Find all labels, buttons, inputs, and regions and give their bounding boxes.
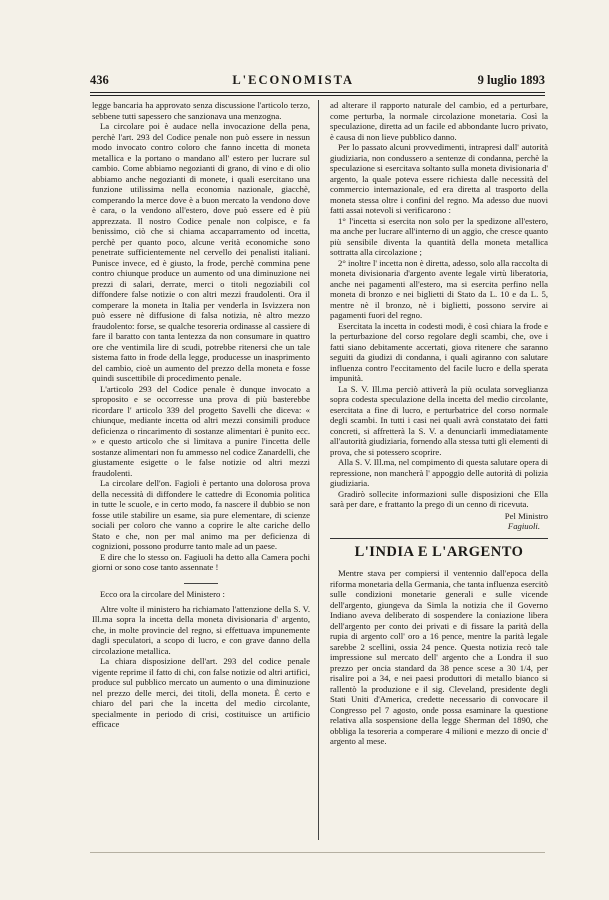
paragraph: legge bancaria ha approvato senza discussione l'articolo terzo, sebbene tutti sapessero che sanzionava una menzogna.	[92, 100, 310, 121]
page-header	[90, 70, 545, 90]
paragraph: 2° inoltre l' incetta non è diretta, adesso, solo alla raccolta di moneta divisionaria d'argento avente legale virtù liberatoria, anche nei pagamenti all'estero, ma si esercita perfino nella moneta di bronzo e nei biglietti di Stato da L. 10 e da L. 5, mentre nè il bronzo, nè i biglietti, possono servire ai pagamenti fuori del regno.	[330, 257, 548, 320]
page-number: 436	[90, 72, 109, 87]
paragraph: L'articolo 293 del Codice penale è dunque invocato a sproposito e se occorresse una prova di più basterebbe ricordare l' articolo 339 del progetto Savelli che diceva: « chiunque, mediante incetta od altri mezzi consimili produce deficienza o rincarimento di sostanze alimentari è punito ecc. » e questo articolo che si limitava a punire l'incetta delle sostanze alimentari non fu ammesso nel codice Zanardelli, che giustamente esigette o le false notizie od altri mezzi fraudolenti.	[92, 383, 310, 478]
paragraph: Ecco ora la circolare del Ministero :	[100, 589, 225, 600]
signature-block	[330, 511, 548, 532]
article-rule	[330, 538, 548, 539]
paragraph: La chiara disposizione dell'art. 293 del codice penale vigente reprime il fatto di chi, con false notizie od altri artifici, produce sul pubblico mercato un aumento o una diminuzione nel prezzo delle merci, dei titoli, della moneta. È certo e chiaro del pari che la incetta del medio circolante, specialmente in periodo di crisi, costituisce un artificio efficace	[92, 656, 310, 730]
paragraph: Per lo passato alcuni provvedimenti, intrapresi dall' autorità giudiziaria, non condussero a sentenze di condanna, perchè la speculazione si esercitava soltanto sulla moneta divisionaria d' argento, la quale poteva essere richiesta dalle necessità del commercio internazionale, ed era diretta al trasporto della moneta stessa oltre i confini del regno. Ma adesso due nuovi fatti assai notevoli si verificarono :	[330, 142, 548, 215]
signature-role: Pel Ministro	[504, 510, 548, 521]
paragraph: La circolare poi è audace nella invocazione della pena, perchè l'art. 293 del Codice penale non può essere in nessun modo invocato contro coloro che fanno incetta di moneta metallica e la portano o mandano all' estero per lucrare sul cambio. Come abbiamo negozianti di grano, di vino e di olio abbiamo anche negozianti di monete, i quali esercitano una funzione utilissima nella economia nazionale, giacchè, comperando la merce dove è a buon mercato la vendono dove è cara, o la vendono all'estero, dove può essere ed è più apprezzata. Il nostro Codice penale non colpisce, e fa benissimo, ciò che si chiama accaparramento od incetta, perchè per quanto poco, alcune verità economiche sono penetrate sufficientemente nel cervello dei penalisti italiani. Punisce invece, ed è giusto, la frode, perchè commina pene contro chiunque produce un aumento od una diminuzione nei prezzi di salari, derrate, merci o titoli negoziabili col diffondere false notizie o con altri mezzi fraudolenti. Ora il comperare la moneta in Italia per venderla in Isvizzera non può essere nè diffusione di falsa notizia, nè altro mezzo fraudolento: forse, se qualche tesoreria ordinasse al cassiere di fare il baratto con tanta lentezza da non consumare in quattro ore che ventimila lire di scudi, potrebbe ritenersi che un tale sistema fatto in frode della legge, producesse un inasprimento del cambio, cioè un aumento del prezzo della moneta e fosse quindi suscettibile di procedimento penale.	[92, 121, 310, 383]
paragraph: Mentre stava per compiersi il ventennio dall'epoca della riforma monetaria della Germania, che tanta influenza esercitò sulle condizioni monetarie generali e sulle vicende dell'argento, giungeva da Simla la notizia che il Governo Indiano aveva deliberato di sospendere la coniazione libera dell'argento per conto dei privati e di fissare la parità della rupia di argento coll' oro a 16 pence, mentre la parità legale sarebbe 2 scellini, ossia 24 pence. Questa notizia recò tale impressione sul mercato dell' argento che a Londra il suo prezzo per oncia standard da 38 pence scese a 30 1/4, per risalire poi a 34, e nei paesi produttori di metallo bianco si rallentò la produzione e il sig. Cleveland, presidente degli Stati Uniti d'America, credette necessario di convocare il Congresso pel 7 agosto, onde possa esaminare la questione relativa alla sospensione della legge Sherman del 1890, che obbliga la tesoreria a comperare 4 milioni e mezzo di oncie d' argento al mese.	[330, 568, 548, 747]
paragraph: La circolare dell'on. Fagioli è pertanto una dolorosa prova della necessità di diffondere le cattedre di Economia politica in tutte le scuole, e in certo modo, fa nascere il dubbio se non fosse utile stabilire un esame, sia pure elementare, di scienze sociali per coloro che vanno a coprire le alte cariche dello Stato e che, non per mal animo ma per deficienza di cognizioni, possono produrre tanto male ad un paese.	[92, 478, 310, 551]
paragraph: Altre volte il ministero ha richiamato l'attenzione della S. V. Ill.ma sopra la incetta della moneta divisionaria d' argento, che, in molte provincie del regno, si effettuava impunemente dagli speculatori, a scopo di lucro, e con grave danno della circolazione metallica.	[92, 603, 310, 656]
left-column	[92, 100, 310, 730]
article-title: L'INDIA E L'ARGENTO	[354, 544, 524, 561]
section-separator	[184, 583, 218, 584]
bottom-rule	[90, 852, 545, 853]
header-rule	[90, 92, 545, 93]
signature-name: Fagiuoli.	[507, 521, 540, 531]
issue-date: 9 luglio 1893	[477, 72, 545, 87]
paragraph: E dire che lo stesso on. Fagiuoli ha detto alla Camera pochi giorni or sono cose tanto assennate !	[92, 551, 310, 572]
journal-title: L'ECONOMISTA	[232, 72, 355, 87]
header-rule-thin	[90, 95, 545, 96]
paragraph: Alla S. V. Ill.ma, nel compimento di questa salutare opera di repressione, non mancherà l' appoggio delle autorità di polizia giudiziaria.	[330, 457, 548, 488]
paragraph: 1° l'incetta si esercita non solo per la spedizone all'estero, ma anche per lucrare all'interno di un aggio, che cresce quanto più sensibile diventa la quantità della moneta metallica sottratta alla circolazione ;	[330, 215, 548, 257]
paragraph: La S. V. Ill.ma perciò attiverà la più oculata sorveglianza sopra codesta speculazione della incetta del medio circolante, esercitata a fine di lucro, e perturbatrice del corso normale degli scambi. In tutti i casi nei quali avrà constatato dei fatti concreti, si affretterà la S. V. a denunciarli immediatamente all'autorità giudiziaria, fornendo alla stessa tutti gli elementi di prova, che si potessero scoprire.	[330, 383, 548, 457]
paragraph: ad alterare il rapporto naturale del cambio, ed a perturbare, come perturba, la normale circolazione monetaria. Così la speculazione, diretta ad un facile ed abbondante lucro privato, è causa di non lieve pubblico danno.	[330, 100, 548, 142]
paragraph: Gradirò sollecite informazioni sulle disposizioni che Ella sarà per dare, e frattanto la prego di un cenno di ricevuta.	[330, 488, 548, 509]
column-divider	[318, 100, 319, 840]
paragraph: Esercitata la incetta in codesti modi, è così chiara la frode e la perturbazione del corso regolare degli scambi, che, ove i fatti siano debitamente accertati, giova ritenere che saranno seguiti da giudizi di condanna, i quali agiranno con salutare influenza contro l'eccitamento del facile lucro e della sperata impunità.	[330, 320, 548, 383]
right-column	[330, 100, 548, 747]
